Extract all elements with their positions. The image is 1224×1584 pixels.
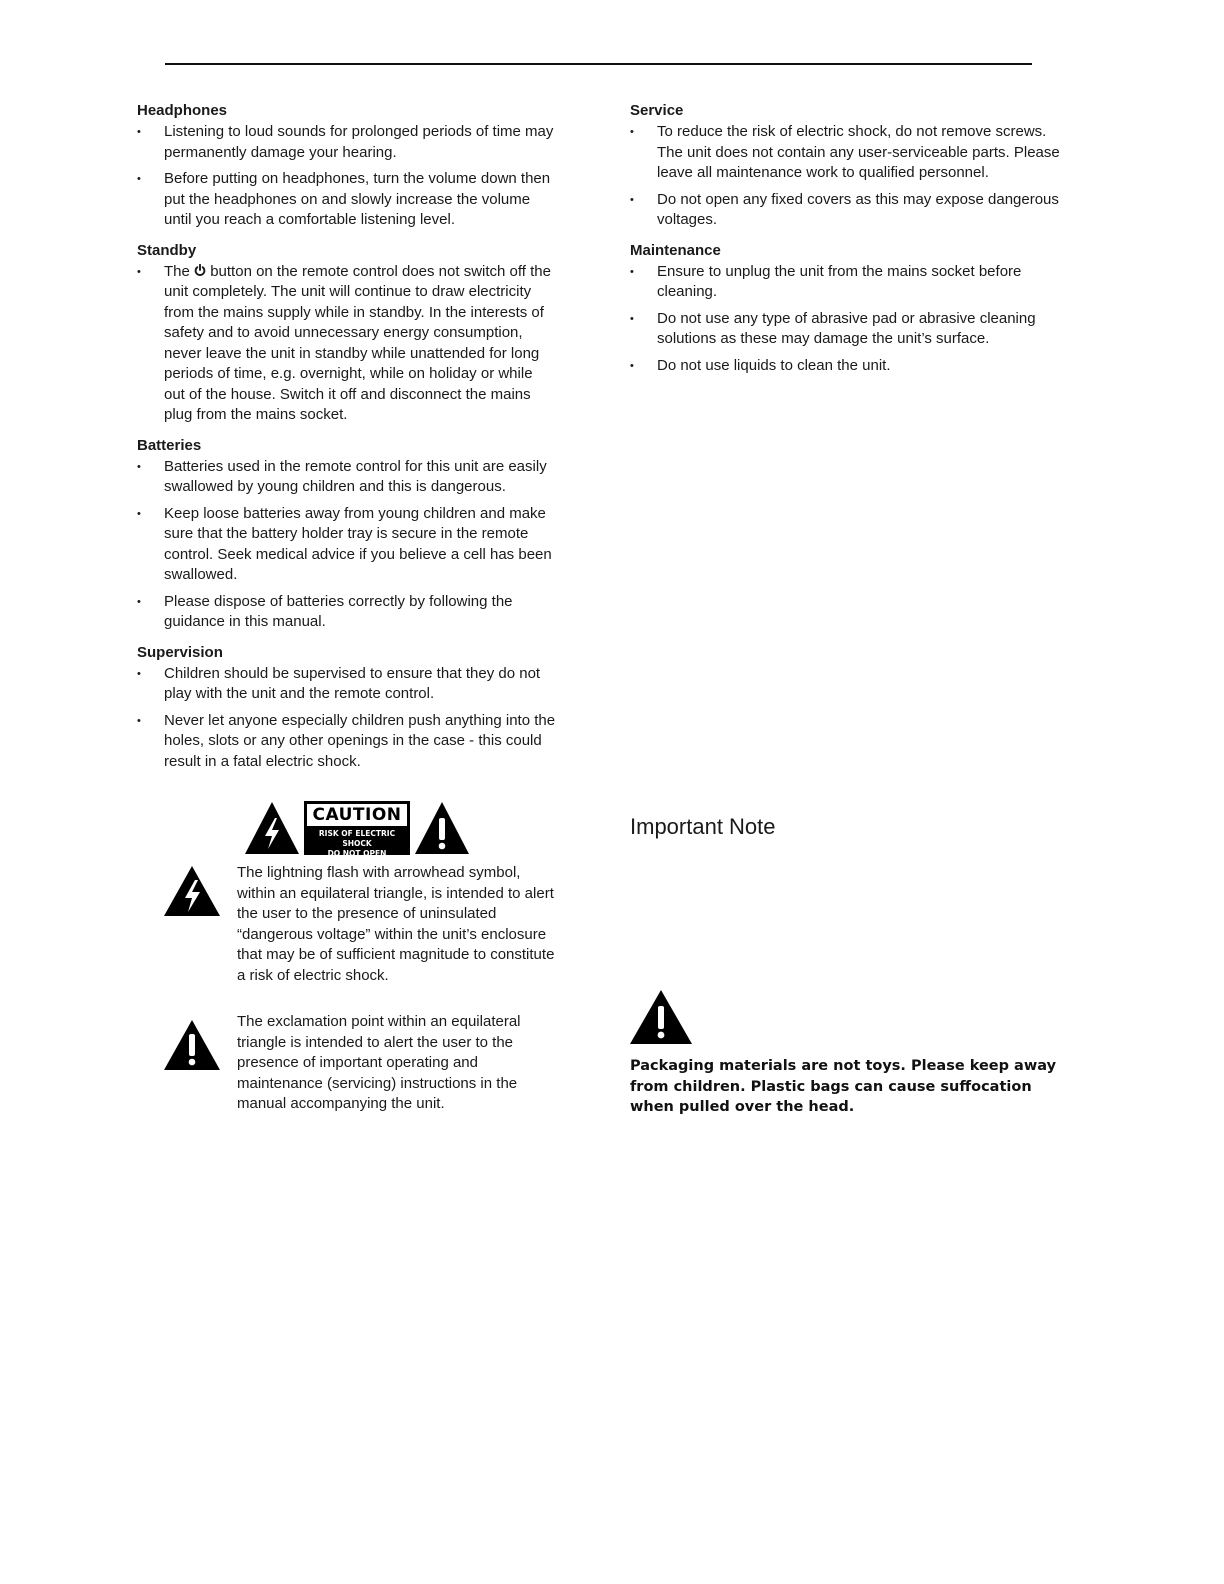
list-item: • Listening to loud sounds for prolonged periods of time may permanently damage your hearing. [137, 122, 557, 163]
list-item [137, 262, 557, 426]
section-title-maintenance: Maintenance [630, 241, 721, 259]
maintenance-list [630, 262, 1070, 377]
exclamation-warning-icon [414, 801, 470, 855]
standby-lead: The [164, 262, 190, 280]
standby-text: button on the remote control does not switch off the unit completely. The unit will continue to draw electricity from the mains supply while in standby. In the interests of safety and to avoid unnecessary energy consumption, never leave the unit in standby while unattended for long periods of time, e.g. overnight, while on holiday or while out of the house. Switch it off and disconnect the mains plug from the mains socket. [164, 262, 551, 423]
left-column [137, 101, 557, 782]
caution-label [244, 801, 470, 858]
headphones-list [137, 122, 557, 231]
caution-title: CAUTION [306, 803, 408, 827]
right-column [630, 101, 1070, 386]
caution-line-1: RISK OF ELECTRIC SHOCK [318, 829, 396, 848]
list-item: • Ensure to unplug the unit from the mains socket before cleaning. [630, 262, 1070, 303]
list-item: • Batteries used in the remote control for this unit are easily swallowed by young children and this is dangerous. [137, 457, 557, 498]
service-list [630, 122, 1070, 231]
section-title-headphones: Headphones [137, 102, 228, 119]
list-item: • Never let anyone especially children push anything into the holes, slots or any other openings in the case - this could result in a fatal electric shock. [137, 711, 557, 773]
power-icon [194, 264, 206, 277]
exclamation-warning-icon [629, 989, 693, 1045]
exclamation-warning-icon [163, 1019, 221, 1071]
list-item: • To reduce the risk of electric shock, do not remove screws. The unit does not contain any user-serviceable parts. Please leave all maintenance work to qualified personnel. [630, 122, 1070, 184]
list-item: • Before putting on headphones, turn the volume down then put the headphones on and slowly increase the volume until you reach a comfortable listening level. [137, 169, 557, 231]
header-rule [165, 63, 1032, 65]
batteries-list [137, 457, 557, 633]
lightning-warning-icon [244, 801, 300, 855]
caution-line-2: DO NOT OPEN [327, 849, 387, 858]
list-item: • Do not use liquids to clean the unit. [630, 356, 1070, 377]
supervision-list [137, 664, 557, 773]
exclamation-description: The exclamation point within an equilateral triangle is intended to alert the user to the presence of important operating and maintenance (servicing) instructions in the manual accompanying the unit. [237, 1013, 521, 1112]
caution-box [304, 801, 410, 858]
standby-list [137, 262, 557, 426]
section-title-standby: Standby [137, 241, 197, 259]
list-item: • Do not use any type of abrasive pad or abrasive cleaning solutions as these may damage the unit’s surface. [630, 309, 1070, 350]
section-title-supervision: Supervision [137, 643, 223, 661]
lightning-description: The lightning flash with arrowhead symbol, within an equilateral triangle, is intended to alert the user to the presence of uninsulated “dangerous voltage” within the unit’s enclosure that may be of sufficient magnitude to constitute a risk of electric shock. [237, 864, 555, 984]
caution-subtitle [304, 829, 410, 859]
section-title-service: Service [630, 102, 684, 119]
list-item: • Please dispose of batteries correctly by following the guidance in this manual. [137, 592, 557, 633]
important-note-title: Important Note [630, 814, 776, 839]
list-item: • Keep loose batteries away from young children and make sure that the battery holder tray is secure in the remote control. Seek medical advice if you believe a cell has been swallowed. [137, 504, 557, 586]
section-title-batteries: Batteries [137, 436, 202, 454]
list-item: • Do not open any fixed covers as this may expose dangerous voltages. [630, 190, 1070, 231]
packaging-warning: Packaging materials are not toys. Please keep away from children. Plastic bags can cause suffocation when pulled over the head. [630, 1058, 1057, 1115]
list-item: • Children should be supervised to ensure that they do not play with the unit and the remote control. [137, 664, 557, 705]
lightning-warning-icon [163, 865, 221, 917]
